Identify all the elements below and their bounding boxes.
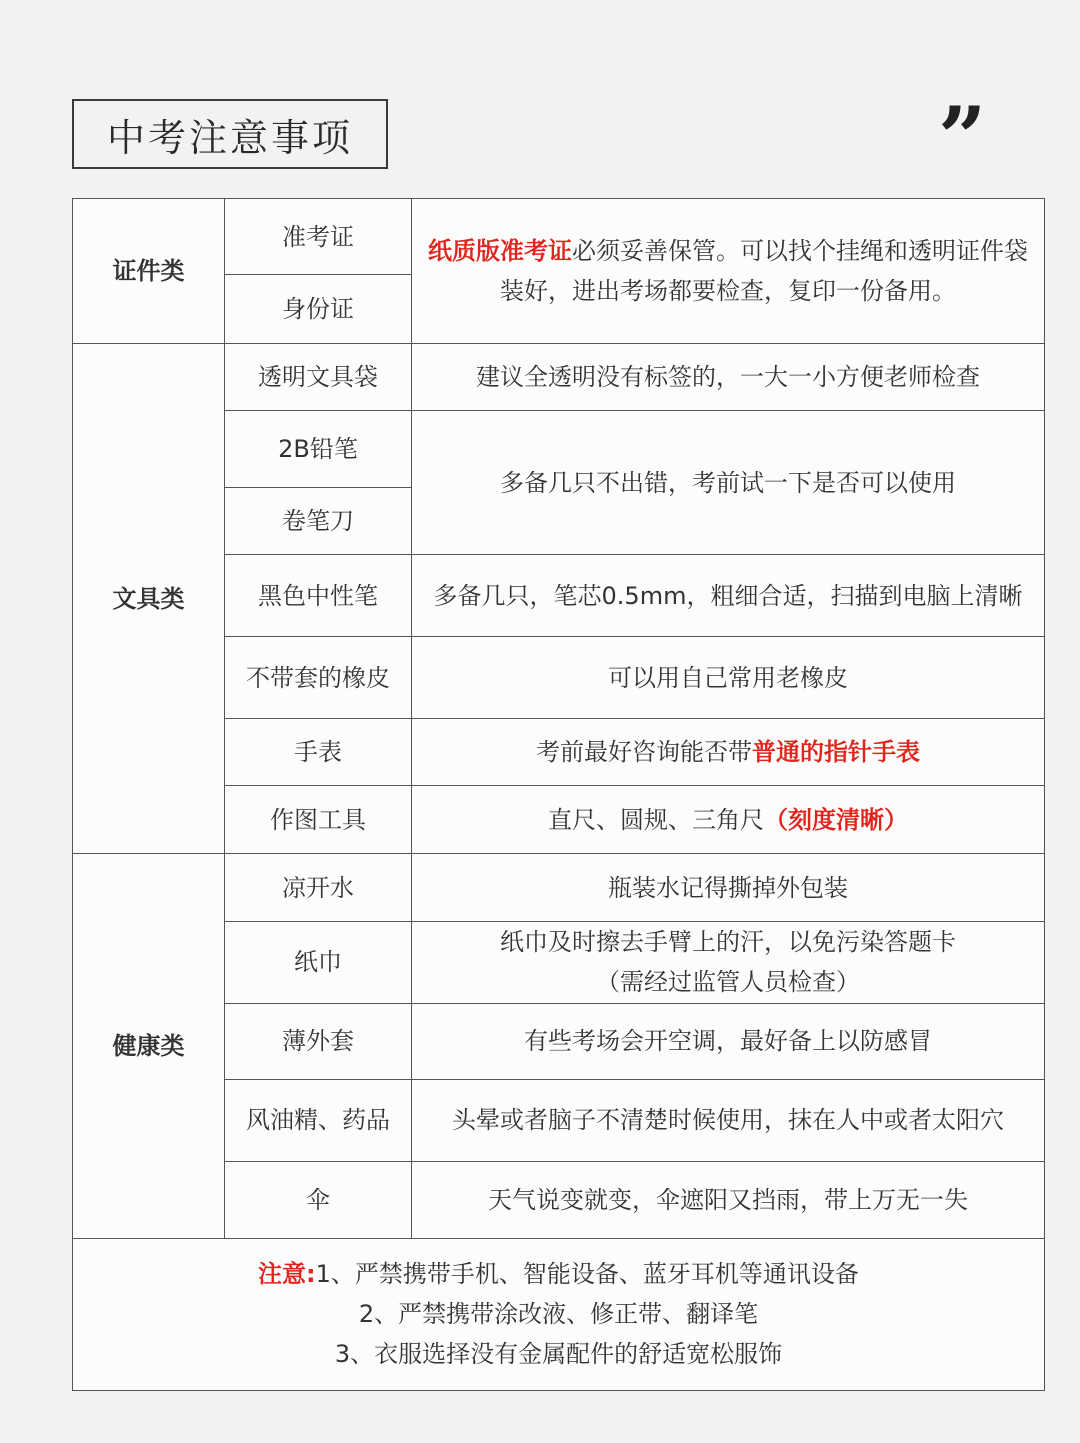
desc-pencil-sharpener: 多备几只不出错，考前试一下是否可以使用 <box>412 411 1045 555</box>
desc-water: 瓶装水记得撕掉外包装 <box>412 854 1045 921</box>
desc-tissue <box>412 921 1045 1003</box>
item-medicine: 风油精、药品 <box>225 1079 412 1161</box>
desc-drawing-highlight: （刻度清晰） <box>764 805 908 834</box>
footer-line-1 <box>79 1254 1038 1294</box>
desc-clear-pouch: 建议全透明没有标签的，一大一小方便老师检查 <box>412 344 1045 411</box>
item-tissue: 纸巾 <box>225 921 412 1003</box>
table-row <box>73 854 1045 921</box>
item-sharpener: 卷笔刀 <box>225 488 412 555</box>
desc-tissue-line2: （需经过监管人员检查） <box>596 968 860 997</box>
item-admission-ticket: 准考证 <box>225 199 412 275</box>
table-row <box>73 344 1045 411</box>
item-water: 凉开水 <box>225 854 412 921</box>
item-jacket: 薄外套 <box>225 1003 412 1079</box>
desc-drawing-text: 直尺、圆规、三角尺 <box>548 805 764 834</box>
category-stationery: 文具类 <box>73 344 225 854</box>
desc-documents <box>412 199 1045 344</box>
item-watch: 手表 <box>225 719 412 786</box>
desc-documents-highlight: 纸质版准考证 <box>428 237 572 266</box>
desc-tissue-line1: 纸巾及时擦去手臂上的汗，以免污染答题卡 <box>500 928 956 957</box>
table-row <box>73 1238 1045 1390</box>
footer-note-2: 2、严禁携带涂改液、修正带、翻译笔 <box>358 1300 759 1329</box>
footer-note-1: 1、严禁携带手机、智能设备、蓝牙耳机等通讯设备 <box>315 1260 859 1289</box>
desc-medicine: 头晕或者脑子不清楚时候使用，抹在人中或者太阳穴 <box>412 1079 1045 1161</box>
category-documents: 证件类 <box>73 199 225 344</box>
quote-mark-icon: ” <box>938 88 987 187</box>
item-clear-pouch: 透明文具袋 <box>225 344 412 411</box>
category-health: 健康类 <box>73 854 225 1238</box>
item-pencil-2b: 2B铅笔 <box>225 411 412 488</box>
table-row <box>73 199 1045 275</box>
footer-notes <box>73 1238 1045 1390</box>
notes-table <box>72 198 1045 1391</box>
desc-watch-highlight: 普通的指针手表 <box>752 738 920 767</box>
item-drawing-tools: 作图工具 <box>225 786 412 854</box>
item-gel-pen: 黑色中性笔 <box>225 555 412 637</box>
desc-eraser: 可以用自己常用老橡皮 <box>412 637 1045 719</box>
page-title: 中考注意事项 <box>72 99 388 169</box>
item-eraser: 不带套的橡皮 <box>225 637 412 719</box>
desc-umbrella: 天气说变就变，伞遮阳又挡雨，带上万无一失 <box>412 1161 1045 1238</box>
footer-label: 注意: <box>258 1260 316 1289</box>
desc-documents-text: 必须妥善保管。可以找个挂绳和透明证件袋装好，进出考场都要检查，复印一份备用。 <box>500 237 1028 306</box>
desc-watch <box>412 719 1045 786</box>
desc-drawing-tools <box>412 786 1045 854</box>
desc-gel-pen: 多备几只，笔芯0.5mm，粗细合适，扫描到电脑上清晰 <box>412 555 1045 637</box>
desc-jacket: 有些考场会开空调，最好备上以防感冒 <box>412 1003 1045 1079</box>
footer-note-3: 3、衣服选择没有金属配件的舒适宽松服饰 <box>334 1340 783 1369</box>
item-id-card: 身份证 <box>225 275 412 344</box>
item-umbrella: 伞 <box>225 1161 412 1238</box>
desc-watch-text: 考前最好咨询能否带 <box>536 738 752 767</box>
